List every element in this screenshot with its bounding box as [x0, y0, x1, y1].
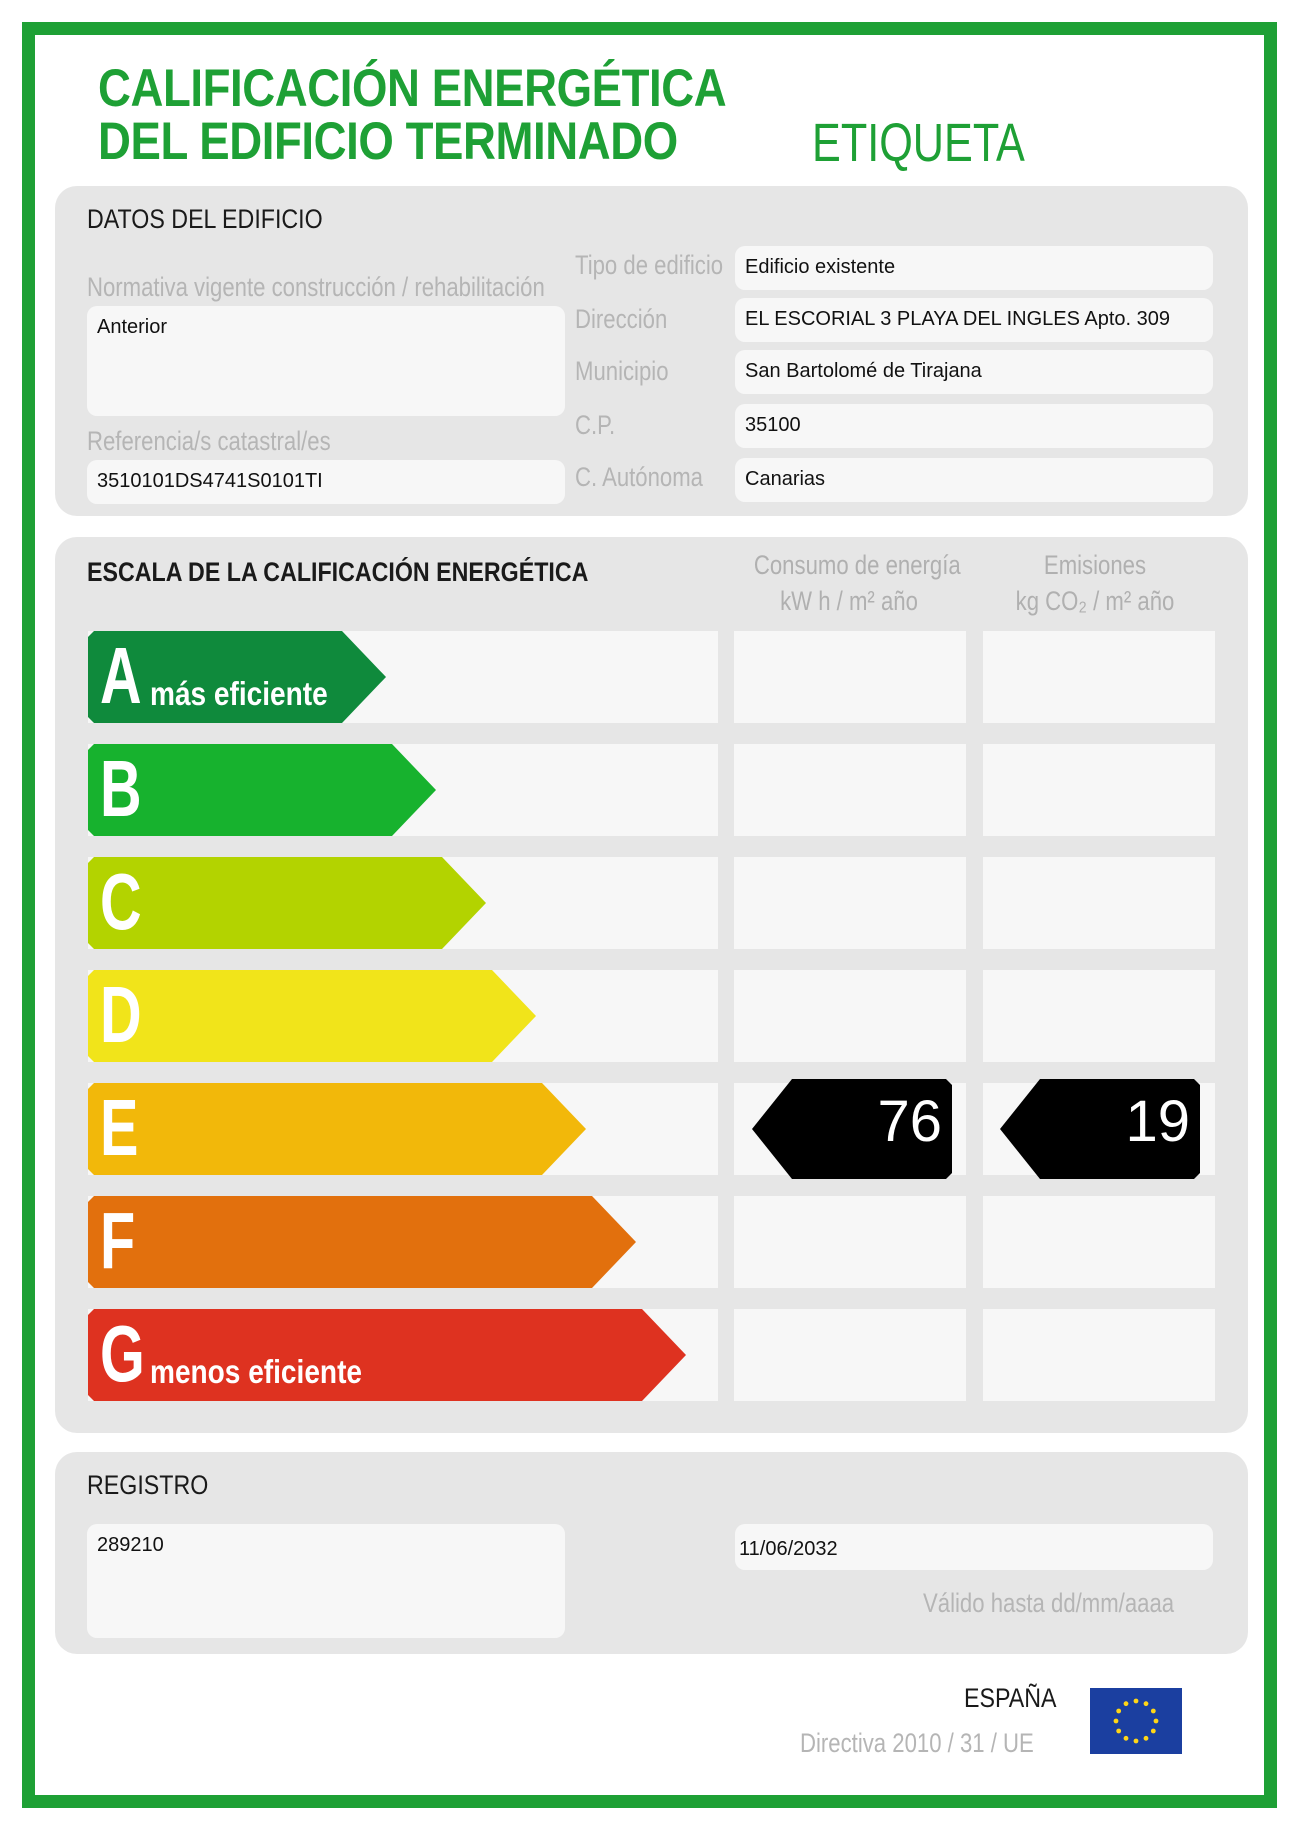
eu-flag-icon: [1090, 1688, 1182, 1754]
energy-class-g-bar: [88, 1309, 686, 1401]
tipo-label: Tipo de edificio: [575, 250, 724, 280]
referencia-label: Referencia/s catastral/es: [87, 426, 331, 456]
energy-class-description: más eficiente: [150, 675, 328, 712]
municipio-field: San Bartolomé de Tirajana: [735, 350, 1213, 394]
emisiones-header: Emisiones kg CO₂ / m² año: [1015, 550, 1175, 616]
registro-panel: [55, 1452, 1248, 1654]
municipio-label: Municipio: [575, 356, 669, 386]
scale-section-title: ESCALA DE LA CALIFICACIÓN ENERGÉTICA: [87, 557, 589, 587]
directive-label: Directiva 2010 / 31 / UE: [800, 1728, 1034, 1758]
tipo-field: Edificio existente: [735, 246, 1213, 290]
energy-class-letter: E: [100, 1083, 139, 1172]
energy-class-c-bar: [88, 857, 486, 949]
arrow-shape: [88, 1083, 586, 1175]
building-data-panel: [55, 186, 1248, 516]
rating-value: 19: [1125, 1089, 1190, 1154]
normativa-field: Anterior: [87, 306, 565, 416]
consumo-cell: [734, 857, 966, 949]
energy-class-letter: B: [100, 744, 142, 833]
energy-class-e-bar: [88, 1083, 586, 1175]
consumo-cell: [734, 1196, 966, 1288]
energy-class-letter: D: [100, 970, 142, 1059]
registro-section-title: REGISTRO: [87, 1470, 209, 1500]
energy-class-letter: F: [100, 1196, 136, 1285]
cp-field: 35100: [735, 404, 1213, 448]
building-section-title: DATOS DEL EDIFICIO: [87, 204, 323, 234]
autonoma-field: Canarias: [735, 458, 1213, 502]
direccion-field: EL ESCORIAL 3 PLAYA DEL INGLES Apto. 309: [735, 298, 1213, 342]
consumo-header: Consumo de energía kW h / m² año: [753, 550, 961, 616]
energy-class-a-bar: [88, 631, 386, 723]
page-title: CALIFICACIÓN ENERGÉTICA DEL EDIFICIO TERMINADO: [98, 59, 727, 171]
energy-class-d-bar: [88, 970, 536, 1062]
rating-value: 76: [877, 1089, 942, 1154]
direccion-label: Dirección: [575, 304, 668, 334]
emisiones-cell: [983, 1196, 1215, 1288]
energy-class-f-bar: [88, 1196, 636, 1288]
country-label: ESPAÑA: [964, 1683, 1057, 1713]
emisiones-rating-marker: [1000, 1079, 1200, 1179]
energy-class-letter: G: [100, 1309, 145, 1398]
emisiones-cell: [983, 744, 1215, 836]
consumo-rating-marker: [752, 1079, 952, 1179]
arrow-shape: [88, 970, 536, 1062]
consumo-cell: [734, 631, 966, 723]
label-type: ETIQUETA: [812, 113, 1025, 173]
emisiones-cell: [983, 631, 1215, 723]
autonoma-label: C. Autónoma: [575, 462, 703, 492]
registro-date-field: 11/06/2032: [735, 1524, 1213, 1570]
energy-class-b-bar: [88, 744, 436, 836]
emisiones-cell: [983, 970, 1215, 1062]
normativa-label: Normativa vigente construcción / rehabilitación: [87, 272, 545, 302]
energy-class-description: menos eficiente: [150, 1353, 363, 1390]
energy-class-letter: C: [100, 857, 142, 946]
consumo-cell: [734, 744, 966, 836]
referencia-field: 3510101DS4741S0101TI: [87, 460, 565, 504]
valid-until-label: Válido hasta dd/mm/aaaa: [923, 1588, 1175, 1618]
arrow-shape: [88, 857, 486, 949]
eu-stars-icon: [1090, 1688, 1182, 1754]
arrow-shape: [88, 1196, 636, 1288]
cp-label: C.P.: [575, 410, 616, 440]
registro-number-field: 289210: [87, 1524, 565, 1638]
consumo-cell: [734, 1309, 966, 1401]
emisiones-cell: [983, 1309, 1215, 1401]
energy-class-letter: A: [100, 631, 142, 720]
emisiones-cell: [983, 857, 1215, 949]
consumo-cell: [734, 970, 966, 1062]
